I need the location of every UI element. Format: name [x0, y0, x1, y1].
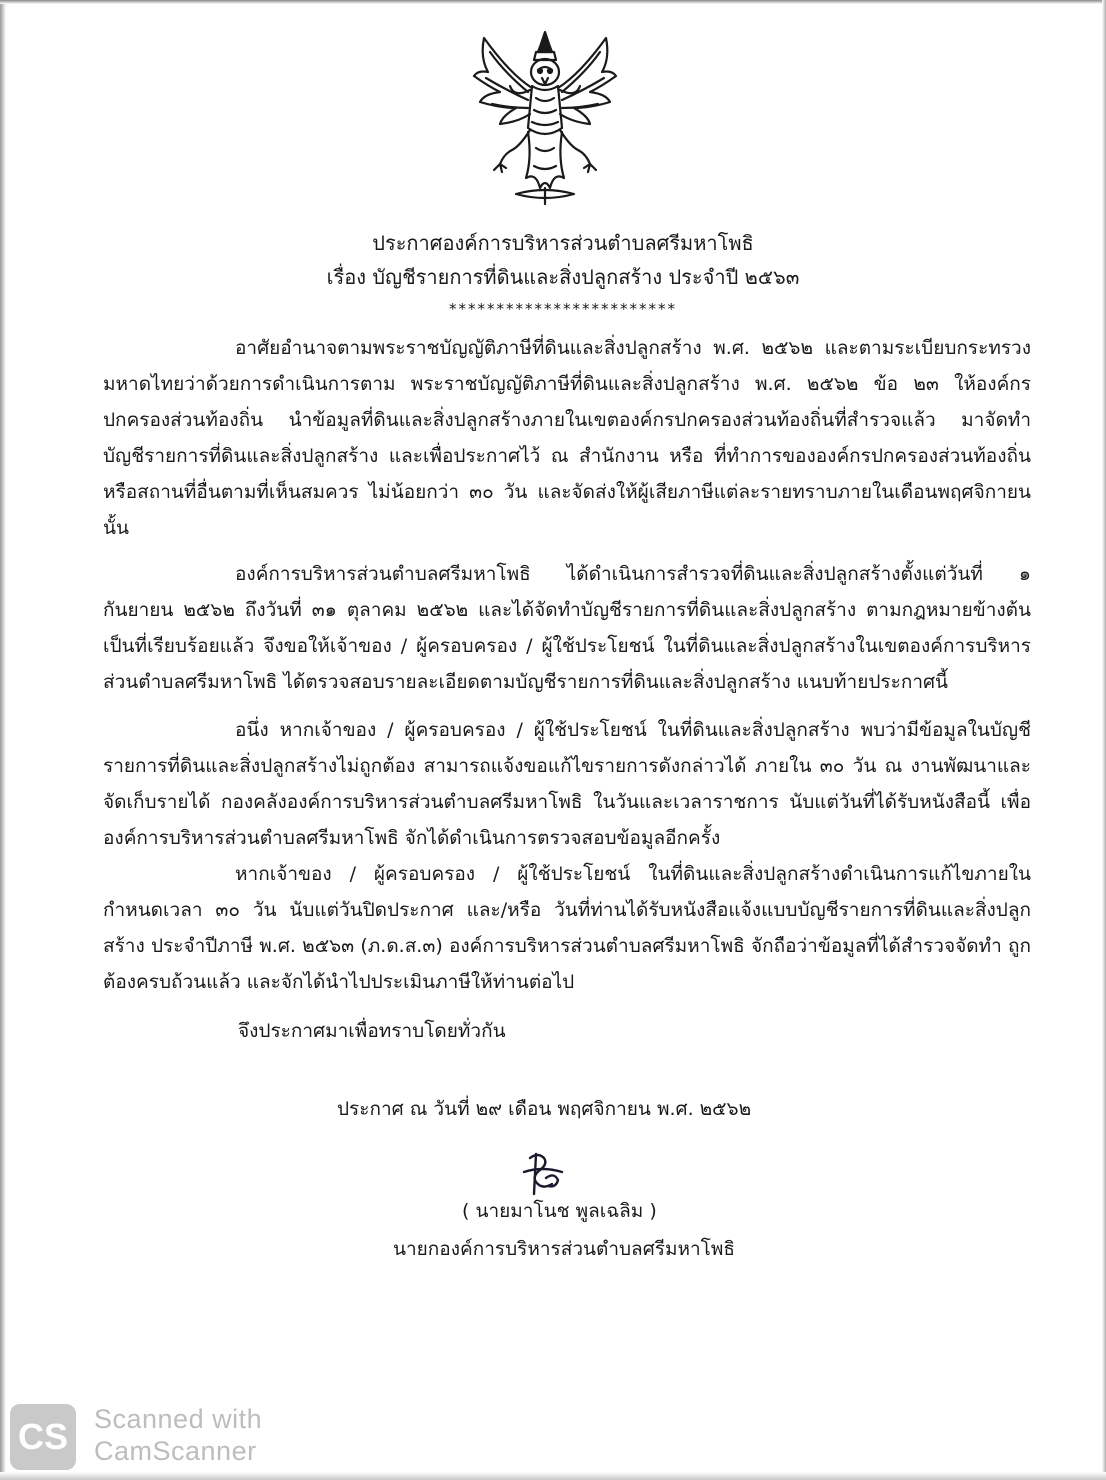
closing-statement: จึงประกาศมาเพื่อทราบโดยทั่วกัน [238, 1020, 506, 1042]
scan-edge-top [0, 0, 1106, 4]
body-paragraph-4: หากเจ้าของ / ผู้ครอบครอง / ผู้ใช้ประโยชน์ ในที่ดินและสิ่งปลูกสร้างดำเนินการแก้ไขภายในกำหนดเวลา ๓๐ วัน นับแต่วันปิดประกาศ และ/หรือ วันที่ท่านได้รับหนังสือแจ้งแบบบัญชีรายการที่ดินและสิ่งปลูกสร้าง ประจำปีภาษี พ.ศ. ๒๕๖๓ (ภ.ด.ส.๓) องค์การบริหารส่วนตำบลศรีมหาโพธิ จักถือว่าข้อมูลที่ได้สำรวจจัดทำ ถูกต้องครบถ้วนแล้ว และจักได้นำไปประเมินภาษีให้ท่านต่อไป [103, 863, 1031, 993]
body-paragraph-2: องค์การบริหารส่วนตำบลศรีมหาโพธิ ได้ดำเนินการสำรวจที่ดินและสิ่งปลูกสร้างตั้งแต่วันที่ ๑ กันยายน ๒๕๖๒ ถึงวันที่ ๓๑ ตุลาคม ๒๕๖๒ และได้จัดทำบัญชีรายการที่ดินและสิ่งปลูกสร้าง ตามกฎหมายข้างต้นเป็นที่เรียบร้อยแล้ว จึงขอให้เจ้าของ / ผู้ครอบครอง / ผู้ใช้ประโยชน์ ในที่ดินและสิ่งปลูกสร้างในเขตองค์การบริหารส่วนตำบลศรีมหาโพธิ ได้ตรวจสอบรายละเอียดตามบัญชีรายการที่ดินและสิ่งปลูกสร้าง แนบท้ายประกาศนี้ [103, 563, 1031, 693]
signer-name: ( นายมาโนช พูลเฉลิม ) [462, 1200, 657, 1222]
handwritten-signature [506, 1150, 576, 1198]
camscanner-watermark [10, 1404, 300, 1470]
body-paragraph-3: อนึ่ง หากเจ้าของ / ผู้ครอบครอง / ผู้ใช้ประโยชน์ ในที่ดินและสิ่งปลูกสร้าง พบว่ามีข้อมูลในบัญชีรายการที่ดินและสิ่งปลูกสร้างไม่ถูกต้อง สามารถแจ้งขอแก้ไขรายการดังกล่าวได้ ภายใน ๓๐ วัน ณ งานพัฒนาและจัดเก็บรายได้ กองคลังองค์การบริหารส่วนตำบลศรีมหาโพธิ ในวันและเวลาราชการ นับแต่วันที่ได้รับหนังสือนี้ เพื่อองค์การบริหารส่วนตำบลศรีมหาโพธิ จักได้ดำเนินการตรวจสอบข้อมูลอีกครั้ง [103, 719, 1031, 849]
body-paragraph-1: อาศัยอำนาจตามพระราชบัญญัติภาษีที่ดินและสิ่งปลูกสร้าง พ.ศ. ๒๕๖๒ และตามระเบียบกระทรวงมหาดไทยว่าด้วยการดำเนินการตาม พระราชบัญญัติภาษีที่ดินและสิ่งปลูกสร้าง พ.ศ. ๒๕๖๒ ข้อ ๒๓ ให้องค์กรปกครองส่วนท้องถิ่น นำข้อมูลที่ดินและสิ่งปลูกสร้างภายในเขตองค์กรปกครองส่วนท้องถิ่นที่สำรวจแล้ว มาจัดทำบัญชีรายการที่ดินและสิ่งปลูกสร้าง และเพื่อประกาศไว้ ณ สำนักงาน หรือ ที่ทำการขององค์กรปกครองส่วนท้องถิ่น หรือสถานที่อื่นตามที่เห็นสมควร ไม่น้อยกว่า ๓๐ วัน และจัดส่งให้ผู้เสียภาษีแต่ละรายทราบภายในเดือนพฤศจิกายน นั้น [103, 337, 1031, 539]
scan-edge-right [1102, 0, 1106, 1480]
garuda-emblem-icon [470, 28, 620, 206]
signer-title: นายกองค์การบริหารส่วนตำบลศรีมหาโพธิ [393, 1238, 736, 1260]
watermark-line-1: Scanned with [94, 1404, 263, 1434]
camscanner-logo-icon: CS [10, 1404, 76, 1470]
announcement-subject: เรื่อง บัญชีรายการที่ดินและสิ่งปลูกสร้าง ประจำปี ๒๕๖๓ [326, 265, 800, 289]
scan-edge-bottom [0, 1472, 1106, 1480]
announcement-date: ประกาศ ณ วันที่ ๒๙ เดือน พฤศจิกายน พ.ศ. ๒๕๖๒ [337, 1098, 752, 1120]
asterisk-divider: ************************ [449, 300, 677, 318]
scan-edge-left [0, 0, 6, 1480]
announcement-title: ประกาศองค์การบริหารส่วนตำบลศรีมหาโพธิ [372, 231, 754, 255]
watermark-line-2: CamScanner [94, 1436, 257, 1466]
